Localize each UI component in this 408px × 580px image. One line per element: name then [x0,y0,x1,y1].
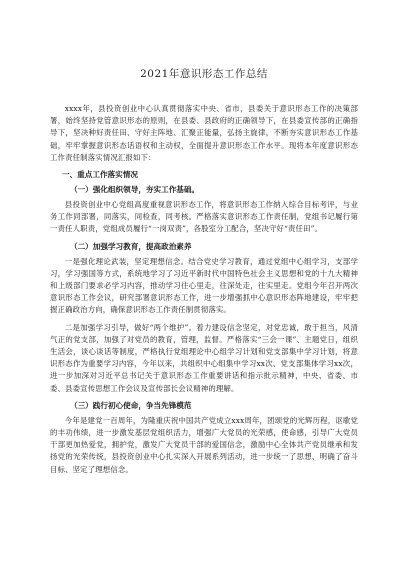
subsection-1-paragraph: 县投资创业中心党组高度重视意识形态工作，将意识形态工作纳入综合目标考评，与业务工作同部署，同落实，同检查，同考核。严格落实意识形态工作责任制，党组书记履行第一责任人职责，党组成员履行“一岗双责”，各股室分工配合，坚决守好“责任田”。 [50,200,358,234]
subsection-heading-1: （一）强化组织领导，夯实工作基础。 [70,185,200,195]
subsection-heading-3: （三）践行初心使命，争当先锋模范 [70,400,192,410]
subsection-3-paragraph: 今年是建党一百周年，为隆重庆祝中国共产党成立xxx周年，团颂党的光辉历程，讴歌党的丰功伟绩，进一步激发基层党组织活力，增强广大党员的光荣感，使命感，引导广大党员干部更加热爱党，拥护党，激发广大党员干部的爱国信念，激励中心全体共产党员继承和发扬党的光荣传统，县投资创业中心扎实深入开展系列活动，进一步统一了思想、明确了奋斗目标、坚定了理想信念。 [50,415,358,474]
subsection-2-paragraph-2: 二是加强学习引导，做好“两个维护”。着力建设信念坚定，对党忠诚，敢于担当，风清气正的党支部，加强了对党员的教育，管理，监督。严格落实“三会一课”、主题党日，组织生活会，谈心谈话等制度，严格执行党组理论中心组学习计划和党支部集中学习计划，将意识形态作为重要学习内容，今年以来，共组织中心组集中学习xx次、党支部集体学习xx次，进一步加深对习近平总书记关于意识形态工作重要讲话和指示批示精神，中央、省委、市委、县委宣传思想工作会议及宣传部长会议精神的理解。 [50,322,358,393]
document-title: 2021年意识形态工作总结 [140,68,268,80]
subsection-2-paragraph-1: 一是强化理论武装，坚定理想信念。结合党史学习教育，通过党组中心组学习，支部学习，学习强国等方式，系统地学习了习近平新时代中国特色社会主义思想和党的十九大精神和上级部门要求必学习内容，推动学习往心里走，往深处走，往实里走。党组今年召开两次意识形态工作会议，研究部署意识形态工作，进一步增强抓中心意识形态阵地建设，牢牢把握正确政治方向，确保意识形态工作责任制贯彻落实。 [50,256,358,315]
section-heading: 一、重点工作落实情况 [62,170,138,180]
subsection-heading-2: （二）加强学习教育，提高政治素养 [70,241,192,251]
intro-paragraph: xxxx年，县投资创业中心认真贯彻落实中央、省市，县委关于意识形态工作的决策部署，始终坚持党管意识形态的原则，在县委、县政府的正确领导下，在县委宣传部的正确指导下，坚决种好责任田、守好主阵地、汇聚正能量，弘扬主旋律，不断夯实意识形态工作基础，牢牢掌握意识形态话语权和主动权，全面提升意识形态工作水平。现将本年度意识形态工作责任制落实情况汇报如下： [50,104,358,162]
